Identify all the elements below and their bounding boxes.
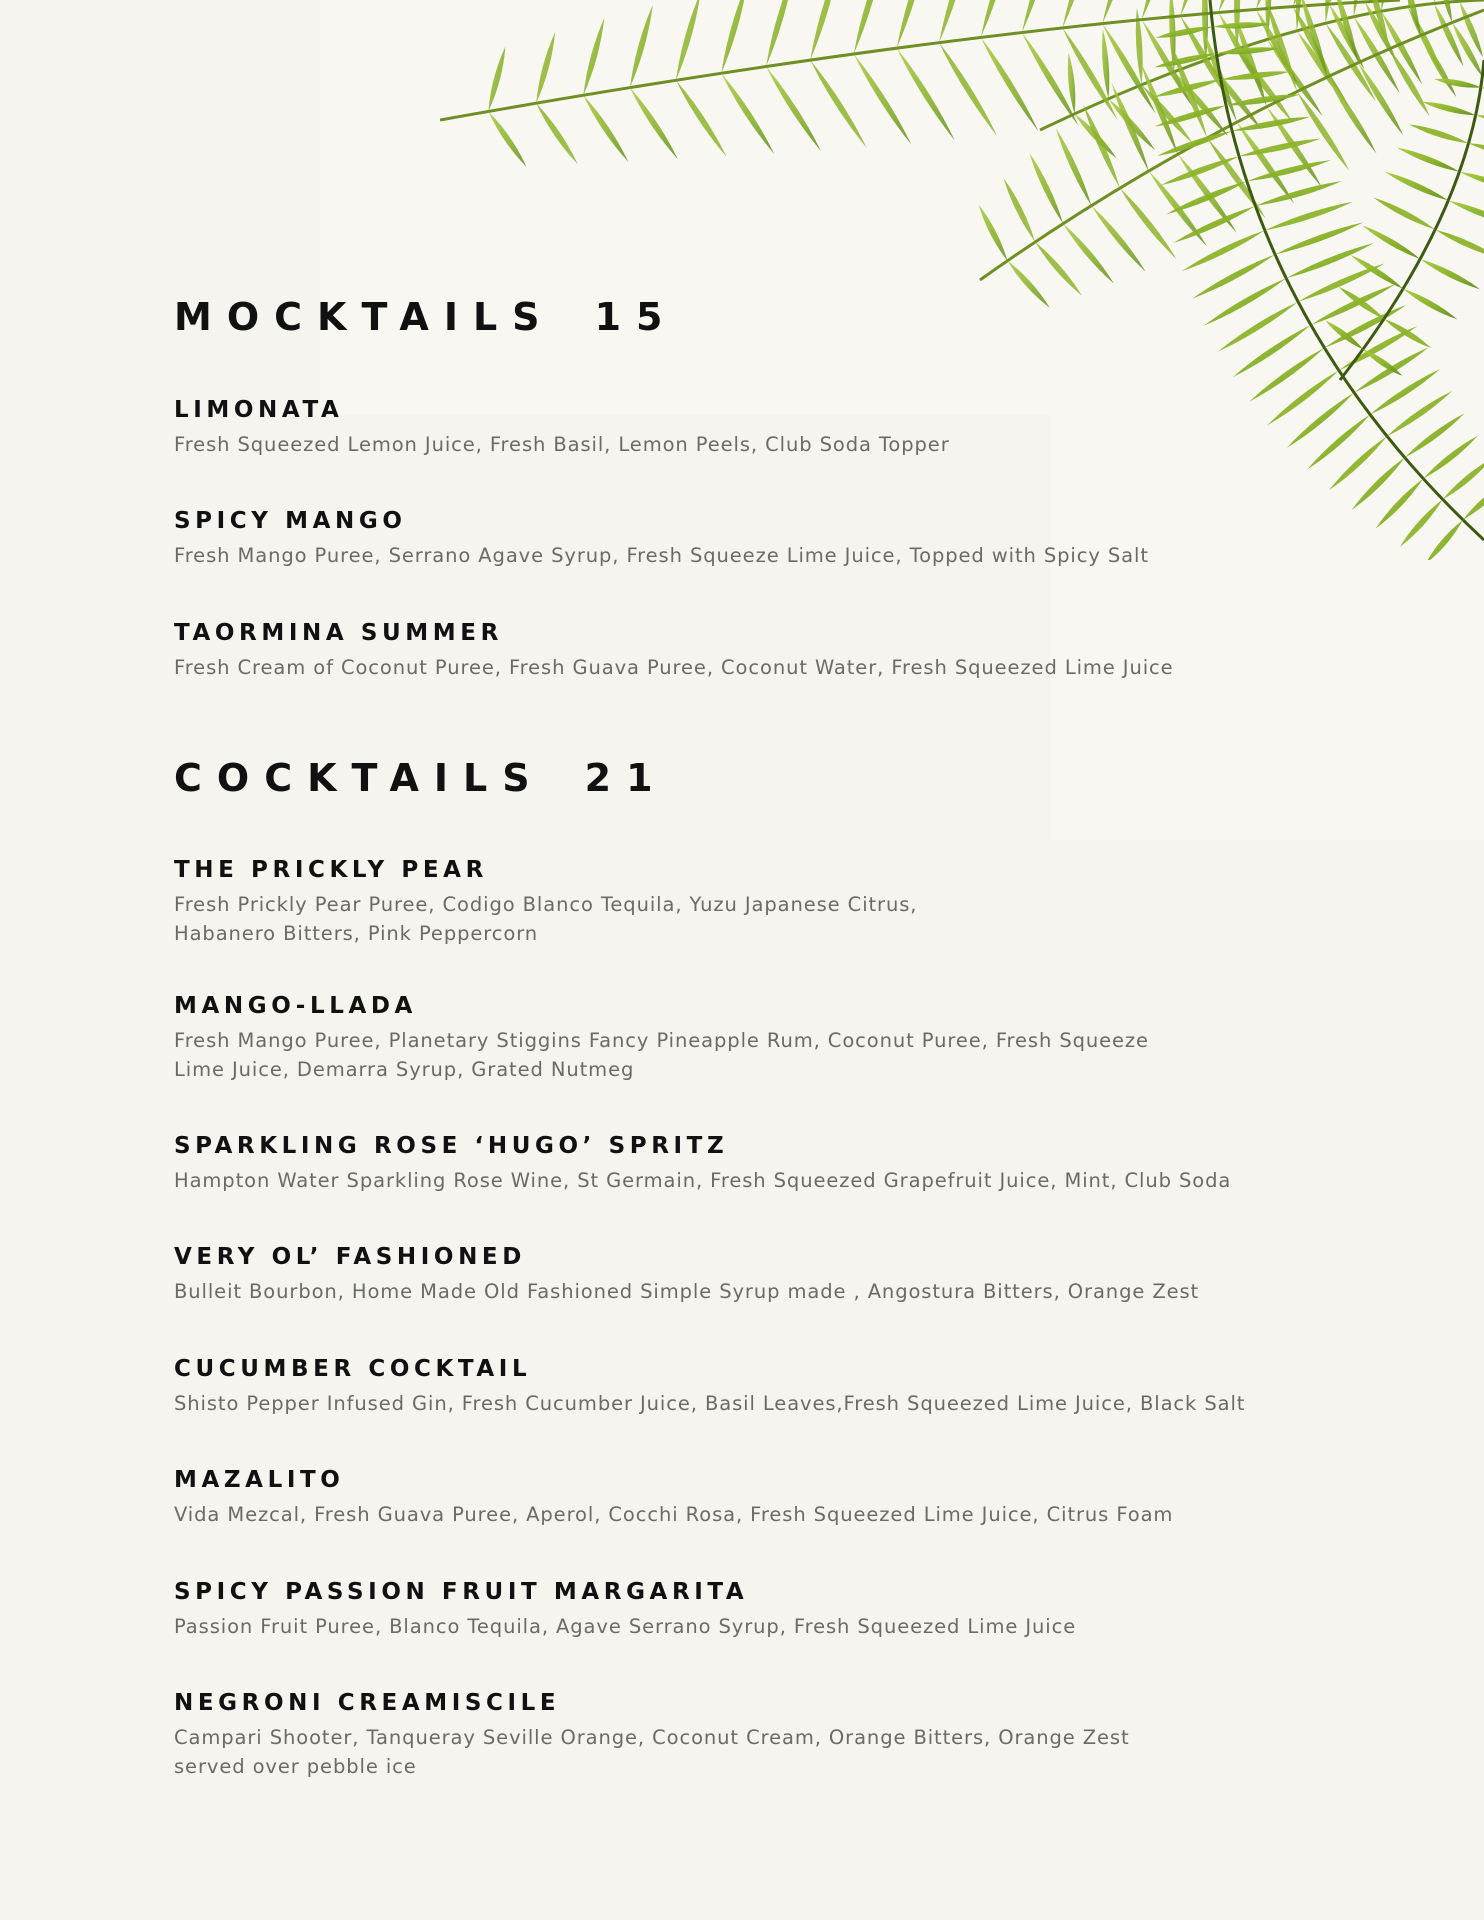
menu-item-taormina-summer	[174, 619, 1314, 682]
item-name: NEGRONI CREAMISCILE	[174, 1690, 561, 1716]
item-description	[174, 890, 1314, 948]
item-name: THE PRICKLY PEAR	[174, 857, 488, 883]
menu-item-mango-llada	[174, 992, 1314, 1084]
item-description: Vida Mezcal, Fresh Guava Puree, Aperol, Cocchi Rosa, Fresh Squeezed Lime Juice, Citrus Foam	[174, 1503, 1174, 1526]
mocktails-title: MOCKTAILS	[174, 295, 555, 339]
item-name: VERY OL’ FASHIONED	[174, 1244, 526, 1270]
item-description-line: Fresh Prickly Pear Puree, Codigo Blanco Tequila, Yuzu Japanese Citrus,	[174, 893, 918, 916]
item-description: Bulleit Bourbon, Home Made Old Fashioned Simple Syrup made , Angostura Bitters, Orange Zest	[174, 1280, 1200, 1303]
item-name: MANGO-LLADA	[174, 993, 417, 1019]
item-description-line: Campari Shooter, Tanqueray Seville Orange, Coconut Cream, Orange Bitters, Orange Zest	[174, 1726, 1130, 1749]
cocktails-heading	[174, 756, 668, 800]
menu-item-limonata	[174, 396, 1314, 459]
item-name: LIMONATA	[174, 397, 344, 423]
item-description: Fresh Mango Puree, Serrano Agave Syrup, Fresh Squeeze Lime Juice, Topped with Spicy Salt	[174, 544, 1149, 567]
item-name: MAZALITO	[174, 1467, 345, 1493]
item-description-line: served over pebble ice	[174, 1755, 417, 1778]
menu-item-cucumber-cocktail	[174, 1355, 1314, 1418]
item-description: Fresh Cream of Coconut Puree, Fresh Guava Puree, Coconut Water, Fresh Squeezed Lime Juice	[174, 656, 1174, 679]
item-description-line: Fresh Mango Puree, Planetary Stiggins Fancy Pineapple Rum, Coconut Puree, Fresh Squeeze	[174, 1029, 1149, 1052]
menu-item-negroni-creamiscile	[174, 1689, 1314, 1781]
item-name: SPICY MANGO	[174, 508, 407, 534]
mocktails-price: 15	[594, 295, 678, 339]
item-description: Shisto Pepper Infused Gin, Fresh Cucumber Juice, Basil Leaves,Fresh Squeezed Lime Juice, Black Salt	[174, 1392, 1246, 1415]
item-description-line: Habanero Bitters, Pink Peppercorn	[174, 922, 539, 945]
menu-item-hugo-spritz	[174, 1132, 1314, 1195]
item-description	[174, 1723, 1314, 1781]
item-description: Hampton Water Sparkling Rose Wine, St Germain, Fresh Squeezed Grapefruit Juice, Mint, Club Soda	[174, 1169, 1232, 1192]
menu-item-spicy-mango	[174, 507, 1314, 570]
menu-item-mazalito	[174, 1466, 1314, 1529]
item-description: Fresh Squeezed Lemon Juice, Fresh Basil, Lemon Peels, Club Soda Topper	[174, 433, 950, 456]
item-description-line: Lime Juice, Demarra Syrup, Grated Nutmeg	[174, 1058, 635, 1081]
cocktails-title: COCKTAILS	[174, 756, 545, 800]
item-name: SPARKLING ROSE ‘HUGO’ SPRITZ	[174, 1133, 729, 1159]
item-name: CUCUMBER COCKTAIL	[174, 1356, 532, 1382]
menu-item-prickly-pear	[174, 856, 1314, 948]
mocktails-heading	[174, 295, 677, 339]
cocktails-price: 21	[584, 756, 668, 800]
menu-item-passion-margarita	[174, 1578, 1314, 1641]
item-description: Passion Fruit Puree, Blanco Tequila, Agave Serrano Syrup, Fresh Squeezed Lime Juice	[174, 1615, 1077, 1638]
palm-leaf-icon	[440, 0, 1484, 560]
item-description	[174, 1026, 1314, 1084]
menu-item-old-fashioned	[174, 1243, 1314, 1306]
item-name: SPICY PASSION FRUIT MARGARITA	[174, 1579, 749, 1605]
item-name: TAORMINA SUMMER	[174, 620, 503, 646]
